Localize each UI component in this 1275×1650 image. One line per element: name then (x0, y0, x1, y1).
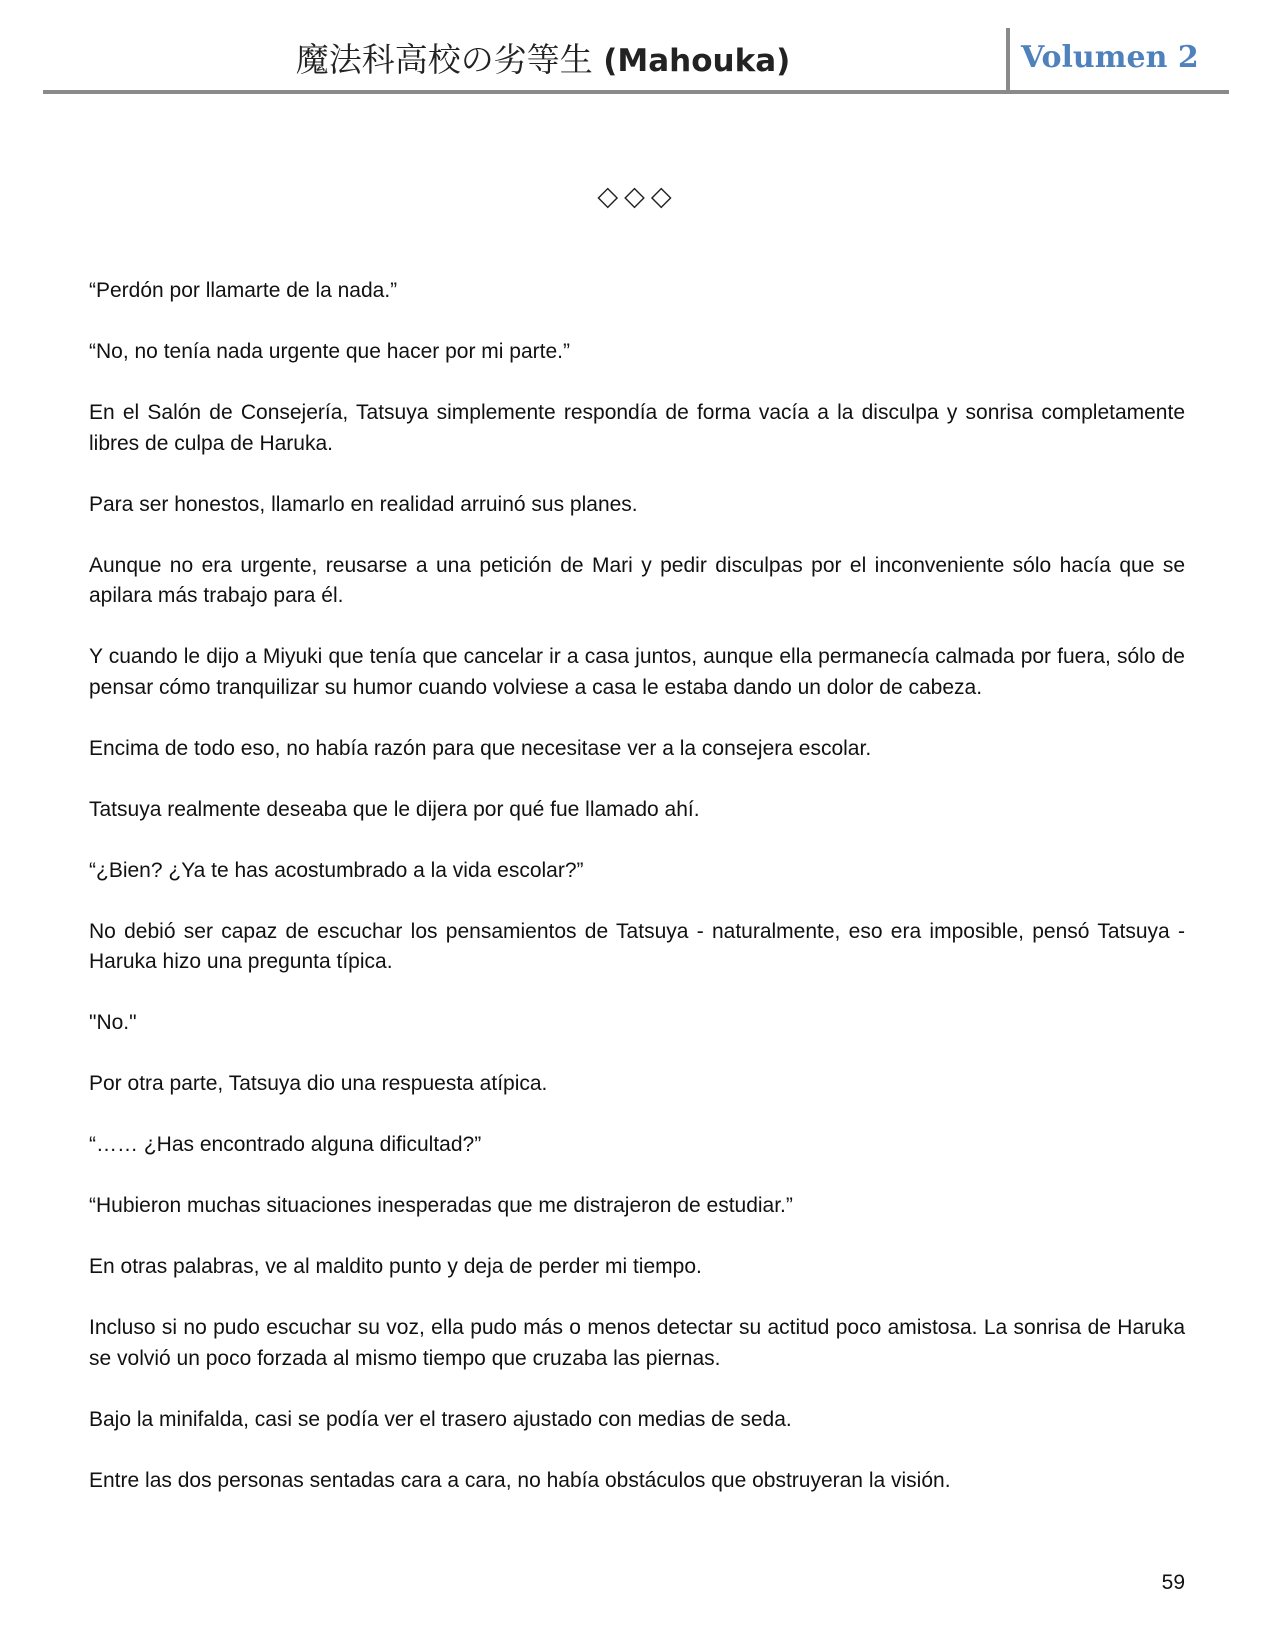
paragraph: “Hubieron muchas situaciones inesperadas que me distrajeron de estudiar.” (89, 1194, 793, 1217)
paragraph: Aunque no era urgente, reusarse a una petición de Mari y pedir disculpas por el inconveniente sólo hacía que se apilara más trabajo para él. (89, 553, 1185, 607)
paragraph: Por otra parte, Tatsuya dio una respuesta atípica. (89, 1072, 548, 1095)
book-title-japanese: 魔法科高校の劣等生 (295, 40, 593, 79)
paragraph: Encima de todo eso, no había razón para que necesitase ver a la consejera escolar. (89, 736, 872, 760)
scene-separator: ◇◇◇ (597, 181, 678, 212)
paragraph: Tatsuya realmente deseaba que le dijera por qué fue llamado ahí. (89, 797, 700, 821)
paragraph: En el Salón de Consejería, Tatsuya simplemente respondía de forma vacía a la disculpa y sonrisa completamente libres de culpa de Haruka. (89, 401, 1185, 455)
volume-label: Volumen 2 (1021, 40, 1199, 75)
paragraph: Y cuando le dijo a Miyuki que tenía que cancelar ir a casa juntos, aunque ella permanecía calmada por fuera, sólo de pensar cómo tranquilizar su humor cuando volviese a casa le estaba dando un dolor de cabeza. (89, 645, 1185, 699)
book-title-latin: (Mahouka) (603, 43, 791, 79)
paragraph: Para ser honestos, llamarlo en realidad arruinó sus planes. (89, 492, 638, 516)
paragraph: “No, no tenía nada urgente que hacer por mi parte.” (89, 340, 570, 363)
paragraph: “¿Bien? ¿Ya te has acostumbrado a la vida escolar?” (89, 858, 584, 882)
header-vertical-divider (1006, 28, 1010, 92)
book-title (43, 38, 1043, 83)
paragraph: En otras palabras, ve al maldito punto y deja de perder mi tiempo. (89, 1255, 702, 1278)
paragraph: “Perdón por llamarte de la nada.” (89, 279, 398, 302)
paragraph: Incluso si no pudo escuchar su voz, ella pudo más o menos detectar su actitud poco amistosa. La sonrisa de Haruka se volvió un poco forzada al mismo tiempo que cruzaba las piernas. (89, 1316, 1185, 1370)
paragraph: No debió ser capaz de escuchar los pensamientos de Tatsuya - naturalmente, eso era imposible, pensó Tatsuya -Haruka hizo una pregunta típica. (89, 919, 1185, 973)
paragraph: Bajo la minifalda, casi se podía ver el trasero ajustado con medias de seda. (89, 1407, 792, 1431)
paragraph: Entre las dos personas sentadas cara a cara, no había obstáculos que obstruyeran la visión. (89, 1468, 951, 1492)
page-header (43, 28, 1229, 94)
body-text (89, 276, 1185, 1527)
paragraph: "No." (89, 1011, 137, 1034)
page-number: 59 (1161, 1571, 1185, 1594)
header-rule (43, 90, 1229, 94)
paragraph: “…… ¿Has encontrado alguna dificultad?” (89, 1133, 482, 1156)
